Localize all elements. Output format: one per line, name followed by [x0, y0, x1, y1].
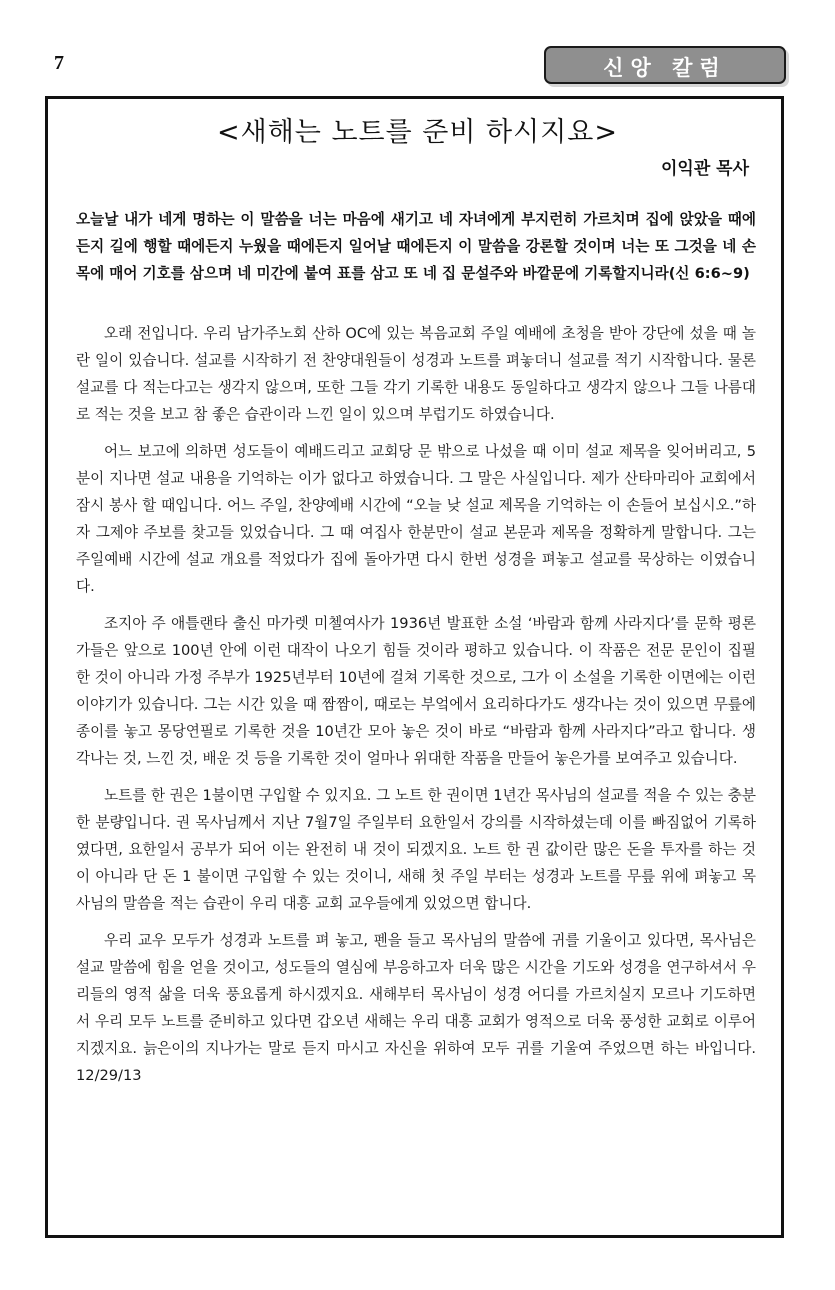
- paragraph: 노트를 한 권은 1불이면 구입할 수 있지요. 그 노트 한 권이면 1년간 목사님의 설교를 적을 수 있는 충분한 분량입니다. 권 목사님께서 지난 7월7일 주일부터 요한일서 강의를 시작하셨는데 이를 빠짐없어 기록하였다면, 요한일서 공부가 되어 이는 완전히 내 것이 되겠지요. 노트 한 권 값이란 많은 돈을 투자를 하는 것이 아니라 단 돈 1 불이면 구입할 수 있는 것이니, 새해 첫 주일 부터는 성경과 노트를 무릎 위에 펴놓고 목사님의 말씀을 적는 습관이 우리 대흥 교회 교우들에게 있었으면 합니다.: [76, 787, 756, 912]
- page-number: 7: [54, 52, 64, 74]
- scripture-quote: 오늘날 내가 네게 명하는 이 말씀을 너는 마음에 새기고 네 자녀에게 부지런히 가르치며 집에 앉았을 때에든지 길에 행할 때에든지 누웠을 때에든지 일어날 때에든지 이 말씀을 강론할 것이며 너는 또 그것을 네 손목에 매어 기호를 삼으며 네 미간에 붙여 표를 삼고 또 네 집 문설주와 바깥문에 기록할지니라(신 6:6~9): [76, 211, 756, 282]
- section-tab: [544, 46, 786, 84]
- article-body: [76, 320, 756, 1099]
- article-title: <새해는 노트를 준비 하시지요>: [217, 117, 618, 148]
- paragraph: 오래 전입니다. 우리 남가주노회 산하 OC에 있는 복음교회 주일 예배에 초청을 받아 강단에 섰을 때 놀란 일이 있습니다. 설교를 시작하기 전 찬양대원들이 성경과 노트를 펴놓더니 설교를 적기 시작합니다. 물론 설교를 다 적는다고는 생각지 않으며, 또한 그들 각기 기록한 내용도 동일하다고 생각지 않으나 그들 나름대로 적는 것을 보고 참 좋은 습관이라 느낀 일이 있으며 부럽기도 하였습니다.: [76, 325, 756, 423]
- paragraph: 우리 교우 모두가 성경과 노트를 펴 놓고, 펜을 들고 목사님의 말씀에 귀를 기울이고 있다면, 목사님은 설교 말씀에 힘을 얻을 것이고, 성도들의 열심에 부응하고자 더욱 많은 시간을 기도와 성경을 연구하셔서 우리들의 영적 삶을 더욱 풍요롭게 하시겠지요. 새해부터 목사님이 성경 어디를 가르치실지 모르나 기도하면서 우리 모두 노트를 준비하고 있다면 갑오년 새해는 우리 대흥 교회가 영적으로 더욱 풍성한 교회로 이루어지겠지요. 늙은이의 지나가는 말로 듣지 마시고 자신을 위하여 모두 귀를 기울여 주었으면 하는 바입니다. 12/29/13: [76, 932, 756, 1084]
- paragraph: 어느 보고에 의하면 성도들이 예배드리고 교회당 문 밖으로 나섰을 때 이미 설교 제목을 잊어버리고, 5분이 지나면 설교 내용을 기억하는 이가 없다고 하였습니다. 그 말은 사실입니다. 제가 산타마리아 교회에서 잠시 봉사 할 때입니다. 어느 주일, 찬양예배 시간에 “오늘 낮 설교 제목을 기억하는 이 손들어 보십시오.”하자 그제야 주보를 찾고들 있었습니다. 그 때 여집사 한분만이 설교 본문과 제목을 정확하게 말합니다. 그는 주일예배 시간에 설교 개요를 적었다가 집에 돌아가면 다시 한번 성경을 펴놓고 설교를 묵상하는 이였습니다.: [76, 443, 756, 595]
- section-title: 신앙 칼럼: [603, 56, 727, 80]
- article-author: 이익관 목사: [660, 159, 749, 179]
- paragraph: 조지아 주 애틀랜타 출신 마가렛 미첼여사가 1936년 발표한 소설 ‘바람과 함께 사라지다’를 문학 평론가들은 앞으로 100년 안에 이런 대작이 나오기 힘들 것이라 평하고 있습니다. 이 작품은 전문 문인이 집필한 것이 아니라 가정 주부가 1925년부터 10년에 걸쳐 기록한 것으로, 그가 이 소설을 기록한 이면에는 이런 이야기가 있습니다. 그는 시간 있을 때 짬짬이, 때로는 부엌에서 요리하다가도 생각나는 것이 있으면 무릎에 종이를 놓고 몽당연필로 기록한 것을 10년간 모아 놓은 것이 바로 “바람과 함께 사라지다”라고 합니다. 생각나는 것, 느낀 것, 배운 것 등을 기록한 것이 얼마나 위대한 작품을 만들어 놓은가를 보여주고 있습니다.: [76, 615, 756, 767]
